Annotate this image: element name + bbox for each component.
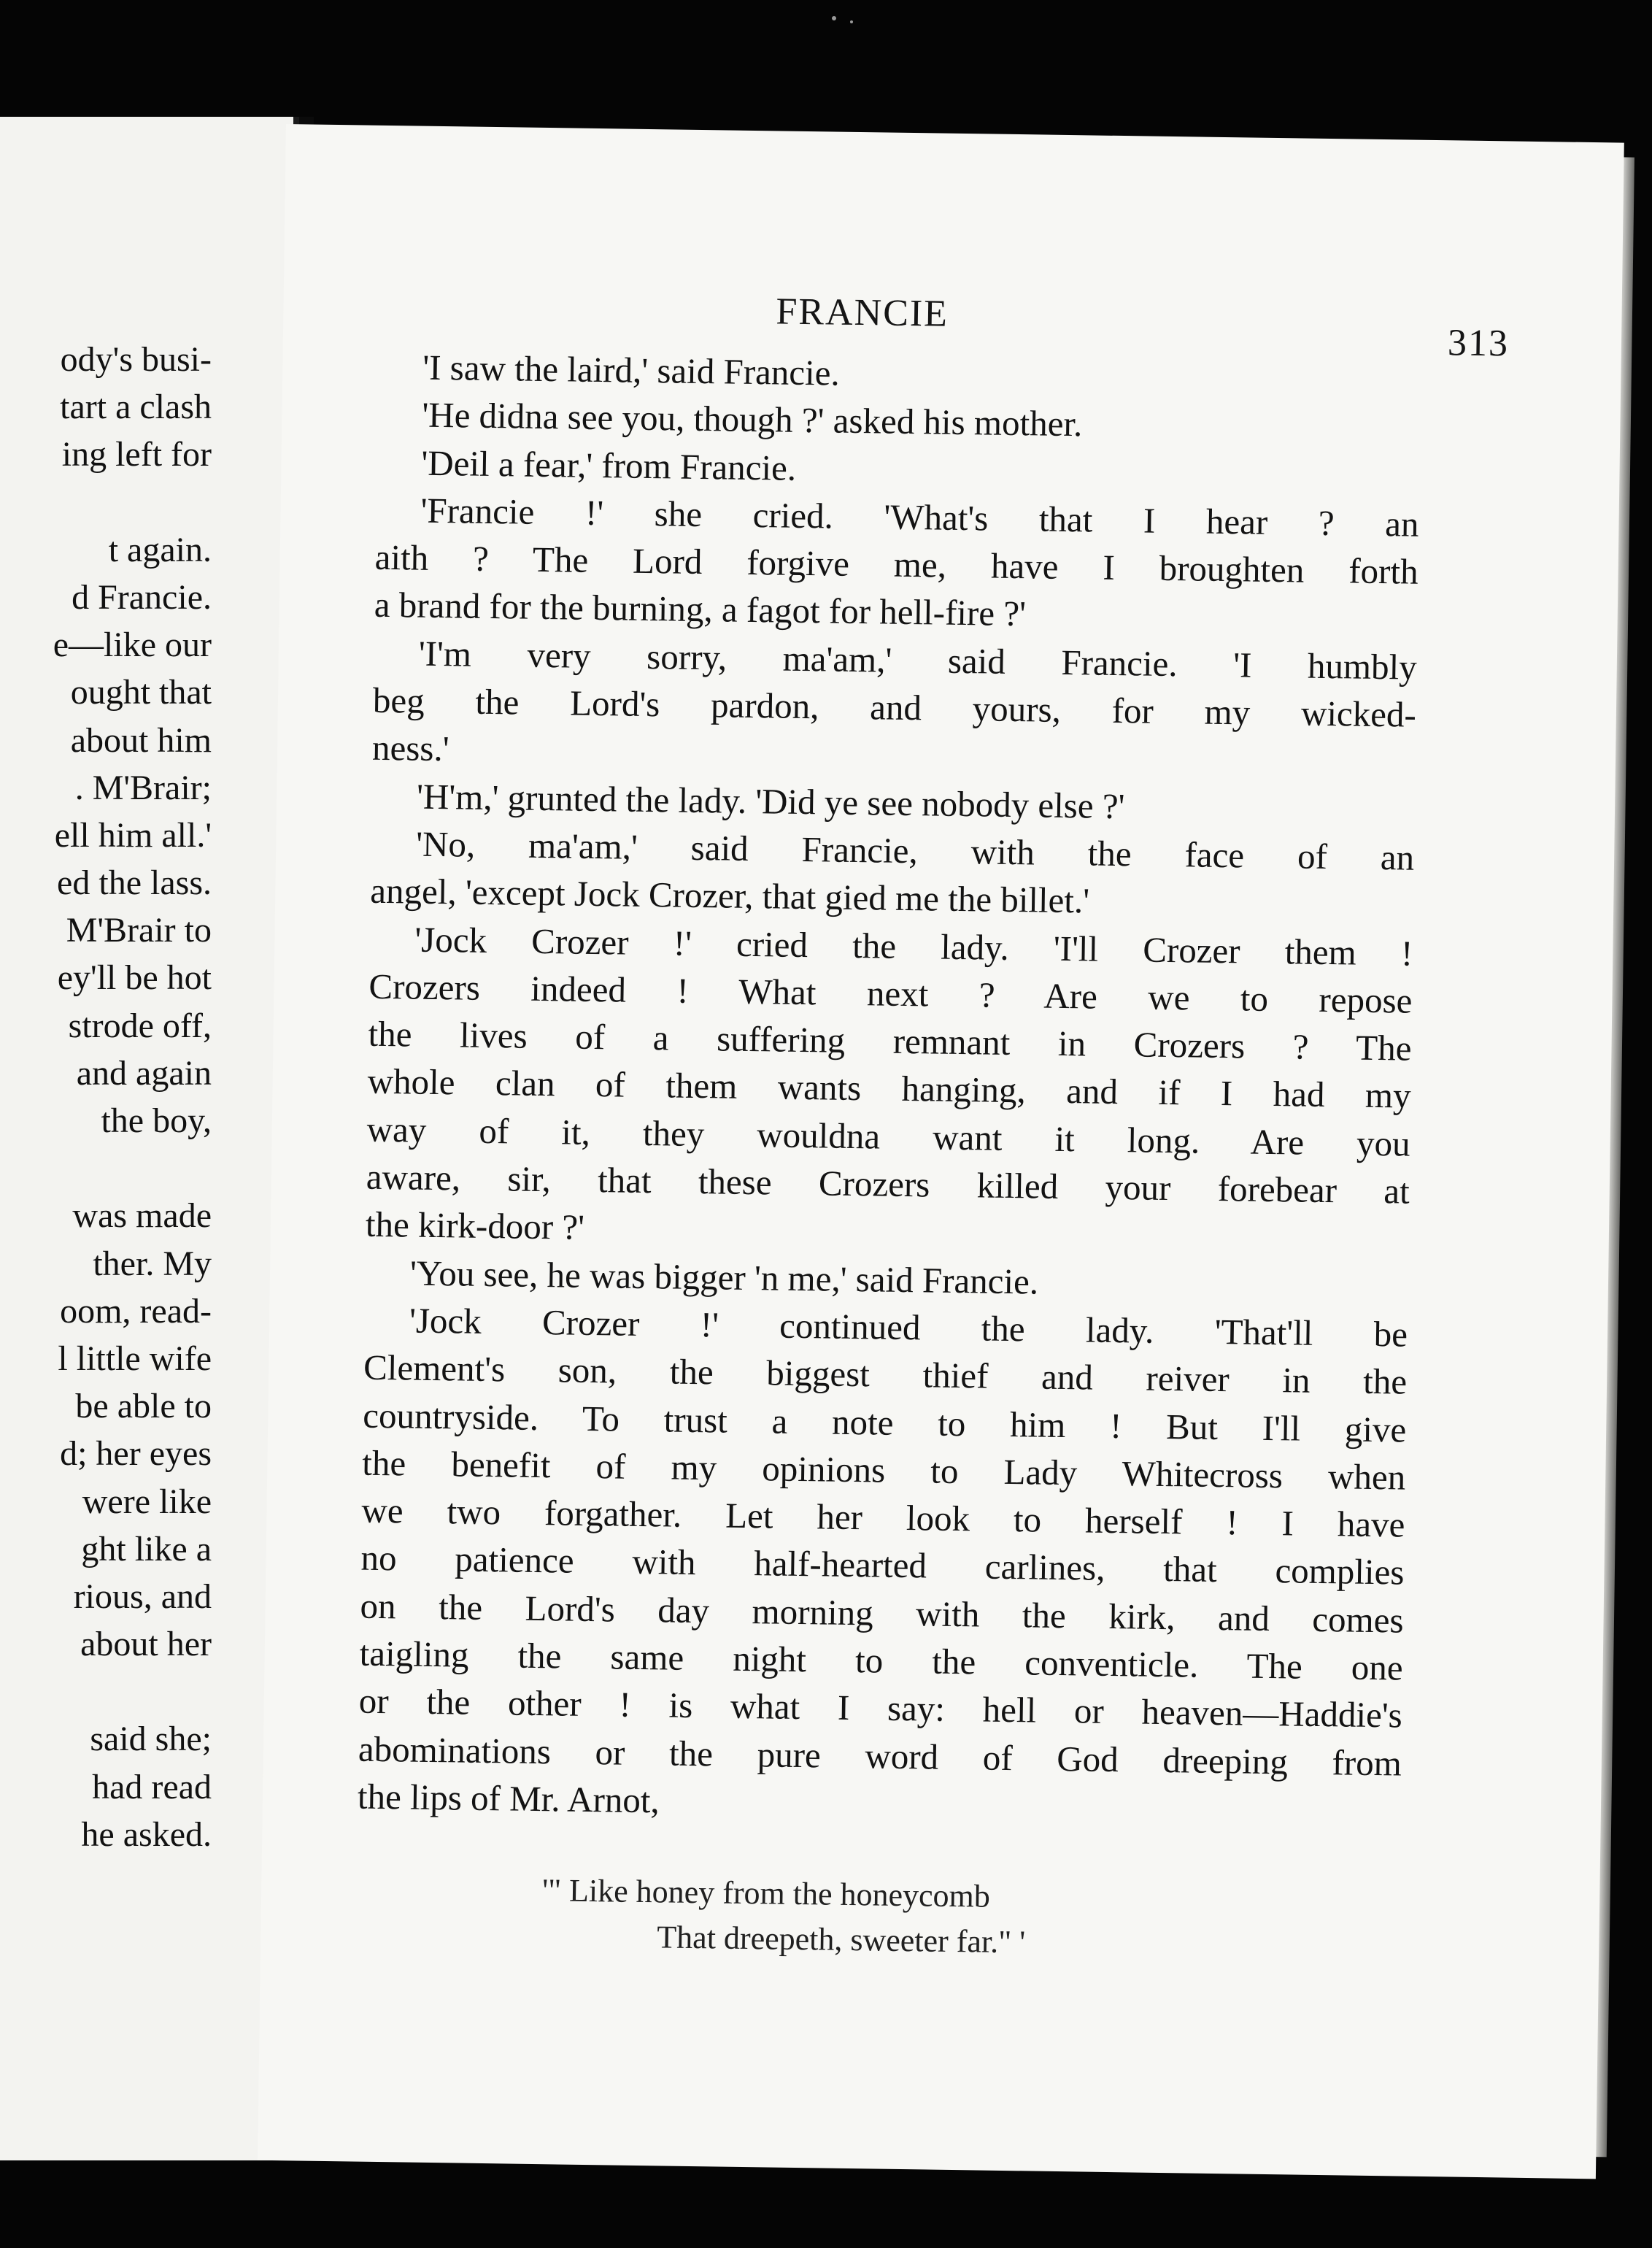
left-text-line: t again. <box>108 530 212 569</box>
page-content <box>355 285 1510 1971</box>
left-text-line <box>0 1668 212 1715</box>
text-line: 'H'm,' grunted the lady. 'Did ye see nobody else ?' <box>416 776 1125 826</box>
left-text-line: about him <box>70 720 212 760</box>
left-text-line: d; her eyes <box>60 1434 212 1474</box>
text-line: 'He didna see you, though ?' asked his mother. <box>422 394 1083 444</box>
left-text-line: ell him all.' <box>54 815 212 855</box>
text-line: 'Deil a fear,' from Francie. <box>421 442 797 488</box>
text-line: the lives of a suffering remnant in Crozers ? The <box>368 1013 1412 1069</box>
text-line: 'Jock Crozer !' cried the lady. 'I'll Crozer them ! <box>414 919 1413 974</box>
left-text-line: ght like a <box>81 1529 212 1568</box>
text-line: whole clan of them wants hanging, and if I had my <box>367 1061 1411 1117</box>
text-line: ness.' <box>371 728 449 769</box>
left-text-line: strode off, <box>68 1006 212 1045</box>
text-line: or the other ! is what I say: hell or heaven—Haddie's <box>358 1680 1403 1736</box>
text-line: taigling the same night to the conventicle. The one <box>359 1633 1404 1688</box>
left-text-line: and again <box>76 1053 212 1093</box>
text-line: 'I'm very sorry, ma'am,' said Francie. 'I humbly <box>418 633 1418 688</box>
text-line: aware, sir, that these Crozers killed your forebear at <box>366 1156 1410 1212</box>
text-line: countryside. To trust a note to him ! But I'll give <box>362 1395 1407 1450</box>
text-line: the kirk-door ?' <box>365 1204 585 1248</box>
text-line: no patience with half-hearted carlines, that complies <box>360 1538 1405 1593</box>
left-text-line: be able to <box>75 1387 212 1426</box>
left-text-line: had read <box>92 1767 212 1806</box>
left-text-line: ody's busi- <box>60 340 212 379</box>
text-line: beg the Lord's pardon, and yours, for my wicked- <box>372 680 1417 735</box>
verse-quote <box>355 1866 1400 1971</box>
left-text-line: e—like our <box>53 625 212 665</box>
text-line: 'No, ma'am,' said Francie, with the face of an <box>415 823 1415 878</box>
text-line: Clement's son, the biggest thief and reiver in the <box>363 1347 1408 1402</box>
left-text-line: the boy, <box>101 1101 212 1140</box>
text-line: way of it, they wouldna want it long. Are you <box>366 1109 1411 1164</box>
verse-line: That dreepeth, sweeter far." ' <box>657 1919 1026 1960</box>
dust-speck <box>832 16 836 20</box>
left-text-line: ought that <box>70 673 212 712</box>
left-text-line: ing left for <box>61 435 212 474</box>
text-line: Crozers indeed ! What next ? Are we to repose <box>368 966 1413 1021</box>
left-text-line: . M'Brair; <box>74 768 212 807</box>
verse-line: '" Like honey from the honeycomb <box>541 1872 991 1914</box>
text-line: the benefit of my opinions to Lady Whitecross when <box>362 1442 1406 1498</box>
text-line: on the Lord's day morning with the kirk, and comes <box>360 1585 1404 1641</box>
left-text-line: M'Brair to <box>66 911 212 950</box>
left-text-line: ey'll be hot <box>57 958 212 998</box>
right-page <box>258 124 1624 2179</box>
left-text-line: said she; <box>90 1720 212 1759</box>
text-line: angel, 'except Jock Crozer, that gied me the billet.' <box>369 870 1090 921</box>
left-text-line: ther. My <box>93 1244 212 1283</box>
left-text-line: about her <box>80 1625 212 1664</box>
left-text-line: tart a clash <box>60 388 212 427</box>
body-text <box>358 343 1421 1835</box>
left-text-line: l little wife <box>58 1339 212 1378</box>
left-text-line: ed the lass. <box>57 863 212 903</box>
text-line: 'Jock Crozer !' continued the lady. 'That'll be <box>409 1300 1408 1355</box>
text-line: aith ? The Lord forgive me, have I broughten forth <box>374 536 1419 592</box>
dust-speck <box>850 20 853 23</box>
left-page <box>0 117 299 2160</box>
left-text-line: were like <box>82 1482 212 1521</box>
left-text-line: d Francie. <box>72 577 212 617</box>
chapter-title: FRANCIE <box>776 290 949 335</box>
text-line: the lips of Mr. Arnot, <box>357 1776 660 1821</box>
left-text-line <box>0 1144 212 1192</box>
text-line: 'I saw the laird,' said Francie. <box>422 347 841 393</box>
left-text-line: he asked. <box>81 1814 212 1854</box>
left-text-line: was made <box>72 1196 212 1236</box>
page-number: 313 <box>1447 322 1510 365</box>
text-line: 'You see, he was bigger 'n me,' said Francie. <box>409 1252 1039 1302</box>
left-text-line: rious, and <box>73 1577 212 1616</box>
text-line: we two forgather. Let her look to herself ! I have <box>361 1490 1405 1545</box>
text-line: abominations or the pure word of God dreeping from <box>358 1728 1402 1784</box>
text-line: a brand for the burning, a fagot for hell-fire ?' <box>374 585 1027 634</box>
text-line: 'Francie !' she cried. 'What's that I hear ? an <box>420 490 1419 544</box>
left-page-text <box>0 336 212 1858</box>
left-text-line: oom, read- <box>60 1291 212 1331</box>
left-text-line <box>0 479 212 526</box>
